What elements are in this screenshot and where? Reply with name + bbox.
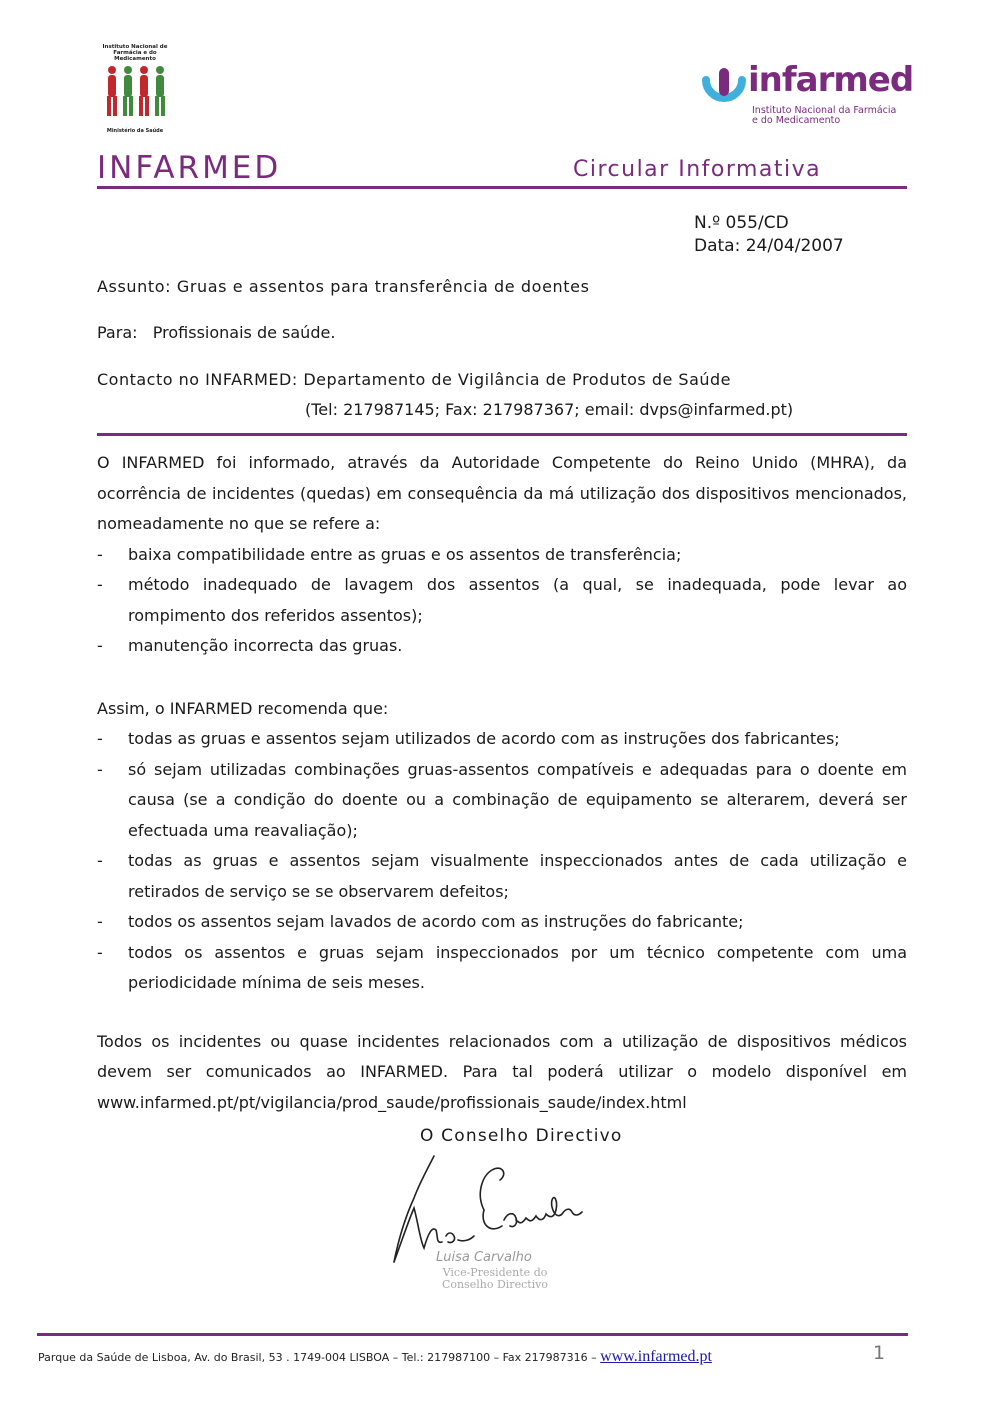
signature-block — [384, 1150, 604, 1300]
contact-line: Contacto no INFARMED: Departamento de Vigilância de Produtos de Saúde — [97, 370, 732, 389]
document-date: Data: 24/04/2007 — [694, 236, 844, 256]
ministry-logo-footer: Ministério da Saúde — [106, 128, 164, 134]
signatory-title: O Conselho Directivo — [420, 1126, 623, 1146]
brand-subtitle-line2: e do Medicamento — [752, 115, 841, 126]
figures-icon — [96, 62, 174, 122]
list-item: - método inadequado de lavagem dos assentos (a qual, se inadequada, pode levar ao rompimento dos referidos assentos); — [97, 575, 907, 625]
footer-address — [38, 1348, 712, 1366]
footer-divider — [37, 1333, 908, 1336]
website-link[interactable]: www.infarmed.pt — [600, 1348, 712, 1365]
list-item: - todos os assentos e gruas sejam inspeccionados por um técnico competente com uma periodicidade mínima de seis meses. — [97, 942, 907, 992]
letter-body — [97, 448, 907, 1118]
closing-paragraph: Todos os incidentes ou quase incidentes relacionados com a utilização de dispositivos médicos devem ser comunicados ao INFARMED. Para tal poderá utilizar o modelo disponível em www.infarmed.pt/pt/vigilancia/prod_saude/profissionais_saude/index.html — [97, 1031, 907, 1112]
signatory-role-line2: Conselho Directivo — [441, 1278, 549, 1291]
ministry-logo — [96, 44, 174, 136]
infarmed-logo-icon — [702, 66, 746, 112]
list-item: - baixa compatibilidade entre as gruas e os assentos de transferência; — [97, 544, 682, 564]
brand-name: infarmed — [748, 60, 914, 100]
recommend-intro: Assim, o INFARMED recomenda que: — [97, 698, 389, 718]
document-number-block — [694, 212, 844, 258]
page-title: INFARMED — [97, 150, 282, 186]
list-item: - todas as gruas e assentos sejam utilizados de acordo com as instruções dos fabricantes; — [97, 729, 840, 748]
subject-line: Assunto: Gruas e assentos para transferência de doentes — [97, 277, 590, 296]
brand-subtitle-line1: Instituto Nacional da Farmácia — [752, 105, 897, 116]
section-divider — [97, 433, 907, 436]
list-item: - todas as gruas e assentos sejam visualmente inspeccionados antes de cada utilização e retirados de serviço se se observarem defeitos; — [97, 851, 907, 901]
ministry-logo-caption: Instituto Nacional de Farmácia e do Medicamento — [102, 44, 168, 62]
signatory-role-line1: Vice-Presidente do — [442, 1266, 548, 1279]
brand-subtitle — [752, 106, 896, 126]
list-item: - todos os assentos sejam lavados de acordo com as instruções do fabricante; — [97, 912, 744, 931]
page-number: 1 — [873, 1342, 886, 1364]
signatory-role — [430, 1267, 560, 1291]
list-item: - manutenção incorrecta das gruas. — [97, 636, 403, 655]
footer-address-text: Parque da Saúde de Lisboa, Av. do Brasil, 53 . 1749-004 LISBOA – Tel.: 217987100 – Fax 217987316 – — [38, 1351, 601, 1364]
document-number: N.º 055/CD — [694, 213, 789, 233]
document-type: Circular Informativa — [573, 157, 822, 182]
intro-paragraph: O INFARMED foi informado, através da Autoridade Competente do Reino Unido (MHRA), da ocorrência de incidentes (quedas) em consequência da má utilização dos dispositivos mencionados, nomeadamente no que se refere a: — [97, 453, 907, 533]
recommendations-list — [97, 724, 907, 999]
list-item: - só sejam utilizadas combinações gruas-assentos compatíveis e adequadas para o doente em causa (se a condição do doente ou a combinação de equipamento se alterarem, deverá ser efectuada uma reavaliação); — [97, 759, 907, 840]
recipients-line: Para: Profissionais de saúde. — [97, 323, 336, 342]
header-divider — [97, 186, 907, 189]
issues-list — [97, 540, 907, 662]
contact-details: (Tel: 217987145; Fax: 217987367; email: dvps@infarmed.pt) — [305, 400, 794, 419]
signatory-name: Luisa Carvalho — [436, 1250, 532, 1265]
